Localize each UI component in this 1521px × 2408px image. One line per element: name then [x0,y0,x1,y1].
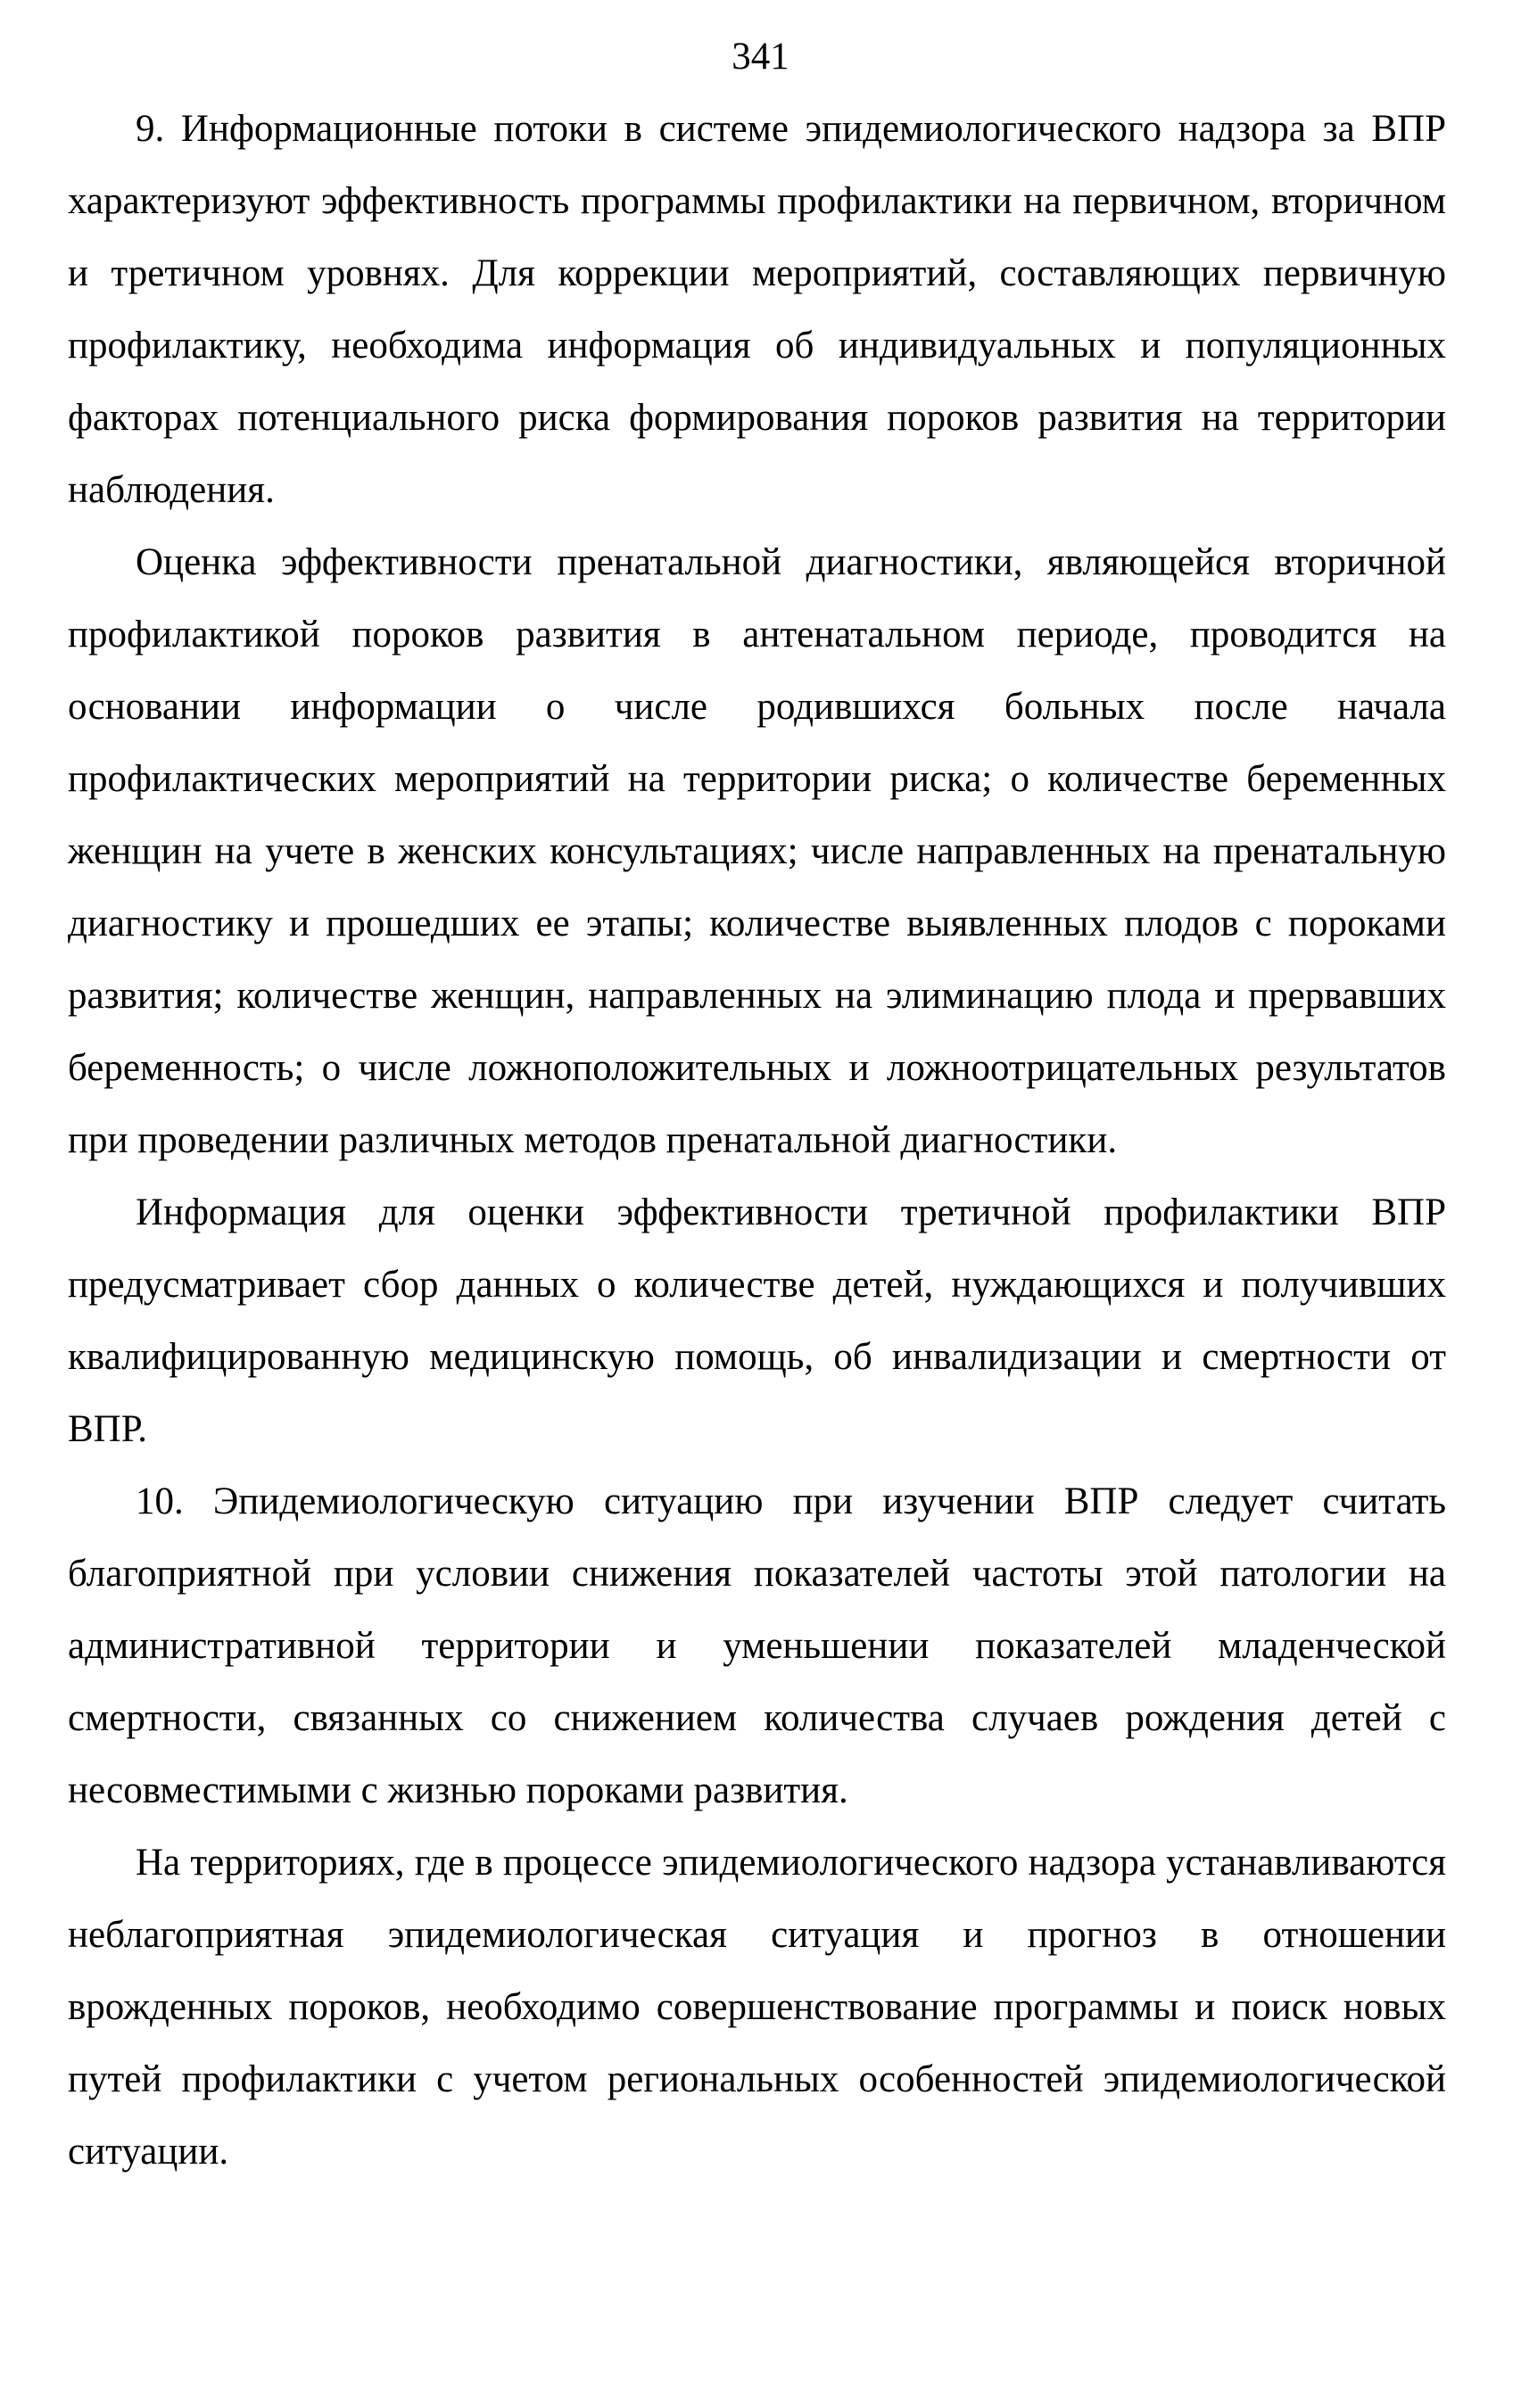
paragraph-tertiary-prevention: Информация для оценки эффективности третичной профилактики ВПР предусматривает сбор данных о количестве детей, нуждающихся и получивших квалифицированную медицинскую помощь, об инвалидизации и смертности от ВПР. [68,1192,1446,1450]
paragraph-information-flows: 9. Информационные потоки в системе эпидемиологического надзора за ВПР характеризуют эффективность программы профилактики на первичном, вторичном и третичном уровнях. Для коррекции мероприятий, составляющих первичную профилактику, необходима информация об индивидуальных и популяционных факторах потенциального риска формирования пороков развития на территории наблюдения. [68,108,1446,511]
document-body [68,93,1446,2188]
paragraph-epidemiological-situation: 10. Эпидемиологическую ситуацию при изучении ВПР следует считать благоприятной при условии снижения показателей частоты этой патологии на административной территории и уменьшении показателей младенческой смертности, связанных со снижением количества случаев рождения детей с несовместимыми с жизнью пороками развития. [68,1480,1446,1811]
paragraph-unfavorable-territories: На территориях, где в процессе эпидемиологического надзора устанавливаются неблагоприятная эпидемиологическая ситуация и прогноз в отношении врожденных пороков, необходимо совершенствование программы и поиск новых путей профилактики с учетом региональных особенностей эпидемиологической ситуации. [68,1842,1446,2173]
paragraph-prenatal-diagnostics: Оценка эффективности пренатальной диагностики, являющейся вторичной профилактикой пороков развития в антенатальном периоде, проводится на основании информации о числе родившихся больных после начала профилактических мероприятий на территории риска; о количестве беременных женщин на учете в женских консультациях; числе направленных на пренатальную диагностику и прошедших ее этапы; количестве выявленных плодов с пороками развития; количестве женщин, направленных на элиминацию плода и прервавших беременность; о числе ложноположительных и ложноотрицательных результатов при проведении различных методов пренатальной диагностики. [68,541,1446,1161]
page-number: 341 [732,36,789,78]
